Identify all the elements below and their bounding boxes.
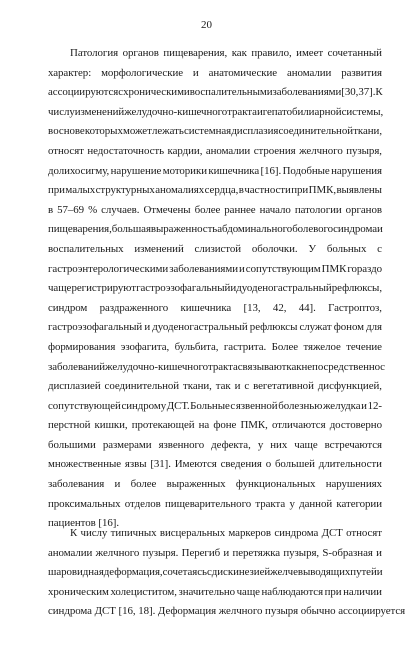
text-line: Патология органов пищеварения, как правило, имеет сочетанный xyxy=(70,47,382,59)
text-line: заболевания и более выраженных функциональных нарушениях xyxy=(48,478,382,491)
text-line: ассоциируются с хроническими воспалительными заболеваниями [30, 37]. К xyxy=(48,86,383,99)
text-line: в 57–69 % случаев. Отмечены более раннее начало патологии органов xyxy=(48,203,382,216)
text-line: гастроэнтерологическими заболеваниями и сопутствующим ПМК гораздо xyxy=(48,262,382,275)
text-line: долихосигму, нарушение моторики кишечника [16]. Подобные нарушения xyxy=(48,164,382,177)
text-line: формирования эзофагита, бульбита, гастрита. Более тяжелое течение xyxy=(48,340,382,353)
text-line: синдром раздраженного кишечника [13, 42, 44]. Гастроптоз, xyxy=(48,301,382,314)
text-line: гастроэзофагальный и дуоденогастральный рефлюксы служат фоном для xyxy=(48,321,382,334)
text-line: шаровидная деформация, сочетаясь с дискинезией желчевыводящих путей и xyxy=(48,566,383,579)
text-line: заболеваний желудочно-кишечного тракта связывают как непосредственно с xyxy=(48,360,385,373)
paragraph-gastro-pathology xyxy=(48,44,385,534)
text-line: сопутствующей синдрому ДСТ. Больные с язвенной болезнью желудка и 12- xyxy=(48,399,382,412)
text-line: множественные язвы [31]. Имеются сведения о большей длительности xyxy=(48,458,382,471)
text-line: чаще регистрируют гастроэзофагальный и дуоденогастральный рефлюксы, xyxy=(48,282,382,295)
paragraph-gallbladder-markers xyxy=(48,524,406,622)
text-line: проксимальных отделов пищеварительного тракта у данной категории xyxy=(48,497,382,510)
text-line: пищеварения, большая выраженность абдоминального болевого синдрома и xyxy=(48,223,383,236)
text-line: К числу типичных висцеральных маркеров синдрома ДСТ относят xyxy=(70,527,382,539)
text-line: хроническим холециститом, значительно чаще наблюдаются при наличии xyxy=(48,585,382,598)
text-line: характер: морфологические и анатомические аномалии развития xyxy=(48,66,382,79)
text-line: при малых структурных аномалиях сердца, в частности при ПМК, выявлены xyxy=(48,184,382,197)
text-line: в основе которых может лежать системная дисплазия соединительной ткани, xyxy=(48,125,382,138)
text-line: относят недостаточность кардии, аномалии строения желчного пузыря, xyxy=(48,144,382,157)
text-line: перстной кишки, протекающей на фоне ПМК, отличаются достоверно xyxy=(48,419,382,432)
page-number: 20 xyxy=(201,19,212,31)
text-line: числу изменений желудочно-кишечного тракта и гепатобилиарной системы, xyxy=(48,105,384,118)
text-line: дисплазией соединительной ткани, так и с вегетативной дисфункцией, xyxy=(48,380,382,393)
text-line: аномалии желчного пузыря. Перегиб и перетяжка пузыря, S-образная и xyxy=(48,546,382,559)
text-line: синдрома ДСТ [16, 18]. Деформация желчного пузыря обычно ассоциируется xyxy=(48,605,406,618)
text-line: воспалительных изменений слизистой оболочки. У больных с xyxy=(48,242,382,255)
text-line: большими размерами язвенного дефекта, у них чаще встречаются xyxy=(48,438,382,451)
text-line: пациентов [16]. xyxy=(48,517,120,530)
